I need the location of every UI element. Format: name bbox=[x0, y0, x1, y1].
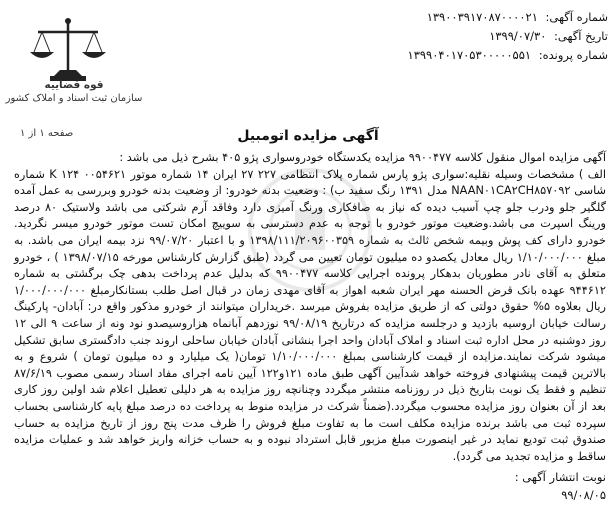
page-indicator: صفحه ۱ از ۱ bbox=[20, 128, 74, 139]
body-paragraph-intro: آگهی مزایده اموال منقول کلاسه ۹۹۰۰۴۷۷ مزایده یکدستگاه خودروسواری پژو ۴۰۵ بشرح ذیل می باشد : bbox=[119, 151, 606, 164]
notice-date-label: تاریخ آگهی: bbox=[554, 29, 608, 43]
file-number-row bbox=[358, 46, 608, 65]
notice-meta bbox=[358, 8, 608, 65]
organization-block bbox=[4, 78, 144, 106]
body-paragraph-details: الف ) مشخصات وسیله نقلیه:سواری پژو پارس شماره پلاک انتظامی ۲۲۷ ۲۷ ایران ۱۴ شماره موتور K ۱۲۴ ۰۰۵۴۶۲۱ شماره شاسی NAAN۰۱CA۲CH۸۵۷۰۹۲ مدل ۱۳۹۱ رنگ سفید ب) : وضعیت بدنه خودرو: از وضعیت بدنه خودرو وبررسی به عمل آمده گلگیر جلو ودرب جلو چپ آسیب دیده که نیاز به صافکاری ورنگ آمیزی دارد وفاقد آرم شرکتی می باشد ولاستیک ۸۰ درصد ورینگ اسپرت می باشد.وضعیت موتور خودرو با توجه به عدم دسترسی به سوییچ امکان تست موتور خودرو میسر نگردید. خودرو دارای کف پوش وبیمه شخص ثالث به شماره ۱۳۹۸/۱۱۱/۲۰۹۶۰۰۳۵۹ و با اعتبار ۹۹/۰۷/۲۰ نزد بیمه ایران می باشد. به مبلغ ۱/۱۰/۰۰۰/۰۰۰ ریال معادل یکصدو ده میلیون تومان تعیین می گردد (طبق گزارش کارشناس مورخه ۱۳۹۸/۰۷/۱۵ ) ، خودرو متعلق به آقای نادر مطوریان بدهکار پرونده اجرایی کلاسه ۹۹۰۰۴۷۷ که بدلیل عدم پرداخت بدهی چک برگشتی به شماره ۹۴۴۶۱۲ عهده بانک قرض الحسنه مهر ایران شعبه اهواز به آقای مهدی زمان در قبال اصل طلب بستانکارمبلغ ۱/۰۰۰/۰۰۰/۰۰۰ ریال بعلاوه ۵% حقوق دولتی که از طریق مزایده بفروش میرسد .خریداران میتوانند از خودرو مذکور واقع در: آبادان- پارکینگ رسالت خیابان اروسیه بازدید و درجلسه مزایده که درتاریخ ۹۹/۰۸/۱۹ نوزدهم آبانماه هزاروسیصدو نود ونه از ساعت ۹ الی ۱۲ روز دوشنبه در محل اداره ثبت اسناد و املاک آبادان واحد اجرا بنشانی آبادان خیابان ساحلی اروند جنب دادگستری سابق تشکیل میشود شرکت نمایند.مزایده از قیمت کارشناسی بمبلغ ۱/۱۰/۰۰۰/۰۰۰ تومان( یک میلیارد و ده میلیون تومان ) شروع و به بالاترین قیمت پیشنهادی فروخته خواهد شدآیین آگهی طبق ماده ۱۲۱و۱۲۲ آیین نامه اجرای مفاد اسناد رسمی مصوب ۸۷/۶/۱۹ تنظیم و فقط یک نوبت بتاریخ ذیل در روزنامه منتشر میگردد وچنانچه روز مزایده به هر دلیلی تعطیل اعلام شد اولین روز کاری بعد از آن بعنوان روز مزایده محسوب میگردد.(ضمناً شرکت در مزایده منوط به پرداخت ده درصد مبلغ پایه کارشناسی بحساب سپرده ثبت می باشد برنده مزایده مکلف است ما به تفاوت مبلغ فروش را ظرف مدت پنج روز از تاریخ مزایده به حساب صندوق ثبت تودیع نماید در غیر اینصورت مبلغ مزبور قابل استرداد نبوده و به حساب خزانه واریز خواهد شد و عملیات مزایده ساقط و مزایده تجدید می گردد). bbox=[14, 167, 607, 463]
notice-body bbox=[14, 150, 606, 465]
organization-line-1: قوه قضاییه bbox=[44, 79, 104, 91]
notice-date-value: ۱۳۹۹/۰۷/۳۰ bbox=[489, 29, 547, 43]
notice-title: آگهی مزایده اتومبیل bbox=[237, 128, 379, 144]
notice-date-row bbox=[358, 27, 608, 46]
publish-date: ۹۹/۰۸/۰۵ bbox=[561, 488, 606, 502]
file-number-value: ۱۳۹۹۰۴۰۱۷۰۵۳۰۰۰۰۰۵۵۱ bbox=[407, 48, 532, 62]
file-number-label: شماره پرونده: bbox=[538, 48, 608, 62]
publish-label: نوبت انتشار آگهی : bbox=[514, 470, 606, 484]
notice-number-value: ۱۳۹۰۰۳۹۱۷۰۸۷۰۰۰۰۲۱ bbox=[426, 10, 538, 24]
organization-line-2: سازمان ثبت اسناد و املاک کشور bbox=[5, 93, 143, 104]
notice-number-row bbox=[358, 8, 608, 27]
notice-number-label: شماره آگهی: bbox=[545, 10, 608, 24]
